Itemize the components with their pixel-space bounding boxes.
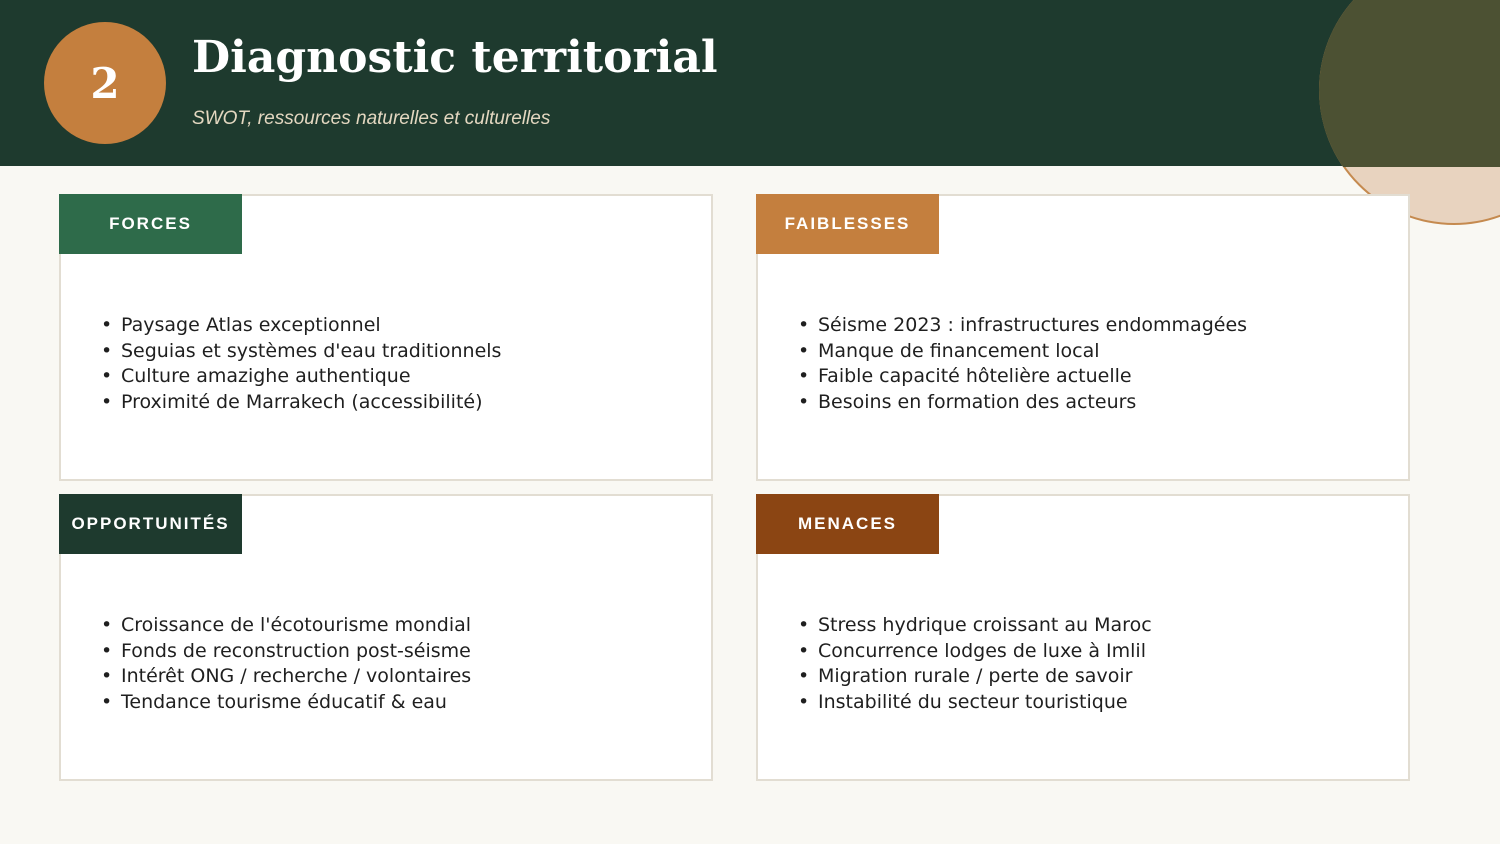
list-item: • Paysage Atlas exceptionnel xyxy=(101,313,501,339)
bullet-icon: • xyxy=(101,639,113,662)
list-item: • Intérêt ONG / recherche / volontaires xyxy=(101,664,471,690)
section-number-badge: 2 xyxy=(44,22,166,144)
list-item: • Instabilité du secteur touristique xyxy=(798,690,1152,716)
list-item: • Besoins en formation des acteurs xyxy=(798,390,1247,416)
bullet-icon: • xyxy=(798,665,810,688)
swot-list-menaces xyxy=(798,613,1152,716)
bullet-icon: • xyxy=(798,314,810,336)
bullet-icon: • xyxy=(798,339,810,362)
bullet-icon: • xyxy=(101,314,113,336)
list-item: • Concurrence lodges de luxe à Imlil xyxy=(798,639,1152,665)
swot-card-faiblesses xyxy=(756,194,1410,481)
swot-card-forces xyxy=(59,194,713,481)
header xyxy=(0,0,1500,166)
list-item: • Manque de financement local xyxy=(798,339,1247,365)
list-item: • Fonds de reconstruction post-séisme xyxy=(101,639,471,665)
swot-label-opportunites: OPPORTUNITÉS xyxy=(59,494,242,554)
bullet-icon: • xyxy=(101,391,113,414)
bullet-icon: • xyxy=(101,365,113,388)
bullet-icon: • xyxy=(101,614,113,636)
list-item: • Seguias et systèmes d'eau traditionnels xyxy=(101,339,501,365)
swot-list-opportunites xyxy=(101,613,471,716)
bullet-icon: • xyxy=(798,614,810,636)
swot-label-forces: FORCES xyxy=(59,194,242,254)
list-item: • Croissance de l'écotourisme mondial xyxy=(101,613,471,639)
page-subtitle: SWOT, ressources naturelles et culturelles xyxy=(192,108,551,129)
list-item: • Tendance tourisme éducatif & eau xyxy=(101,690,471,716)
swot-label-menaces: MENACES xyxy=(756,494,939,554)
page-title: Diagnostic territorial xyxy=(192,32,718,83)
bullet-icon: • xyxy=(101,665,113,688)
swot-list-faiblesses xyxy=(798,313,1247,416)
swot-card-menaces xyxy=(756,494,1410,781)
list-item: • Culture amazighe authentique xyxy=(101,364,501,390)
bullet-icon: • xyxy=(101,691,113,714)
bullet-icon: • xyxy=(101,339,113,362)
bullet-icon: • xyxy=(798,691,810,714)
swot-list-forces xyxy=(101,313,501,416)
list-item: • Proximité de Marrakech (accessibilité) xyxy=(101,390,501,416)
list-item: • Séisme 2023 : infrastructures endommagées xyxy=(798,313,1247,339)
swot-label-faiblesses: FAIBLESSES xyxy=(756,194,939,254)
list-item: • Stress hydrique croissant au Maroc xyxy=(798,613,1152,639)
swot-card-opportunites xyxy=(59,494,713,781)
bullet-icon: • xyxy=(798,365,810,388)
list-item: • Faible capacité hôtelière actuelle xyxy=(798,364,1247,390)
list-item: • Migration rurale / perte de savoir xyxy=(798,664,1152,690)
bullet-icon: • xyxy=(798,639,810,662)
bullet-icon: • xyxy=(798,391,810,414)
